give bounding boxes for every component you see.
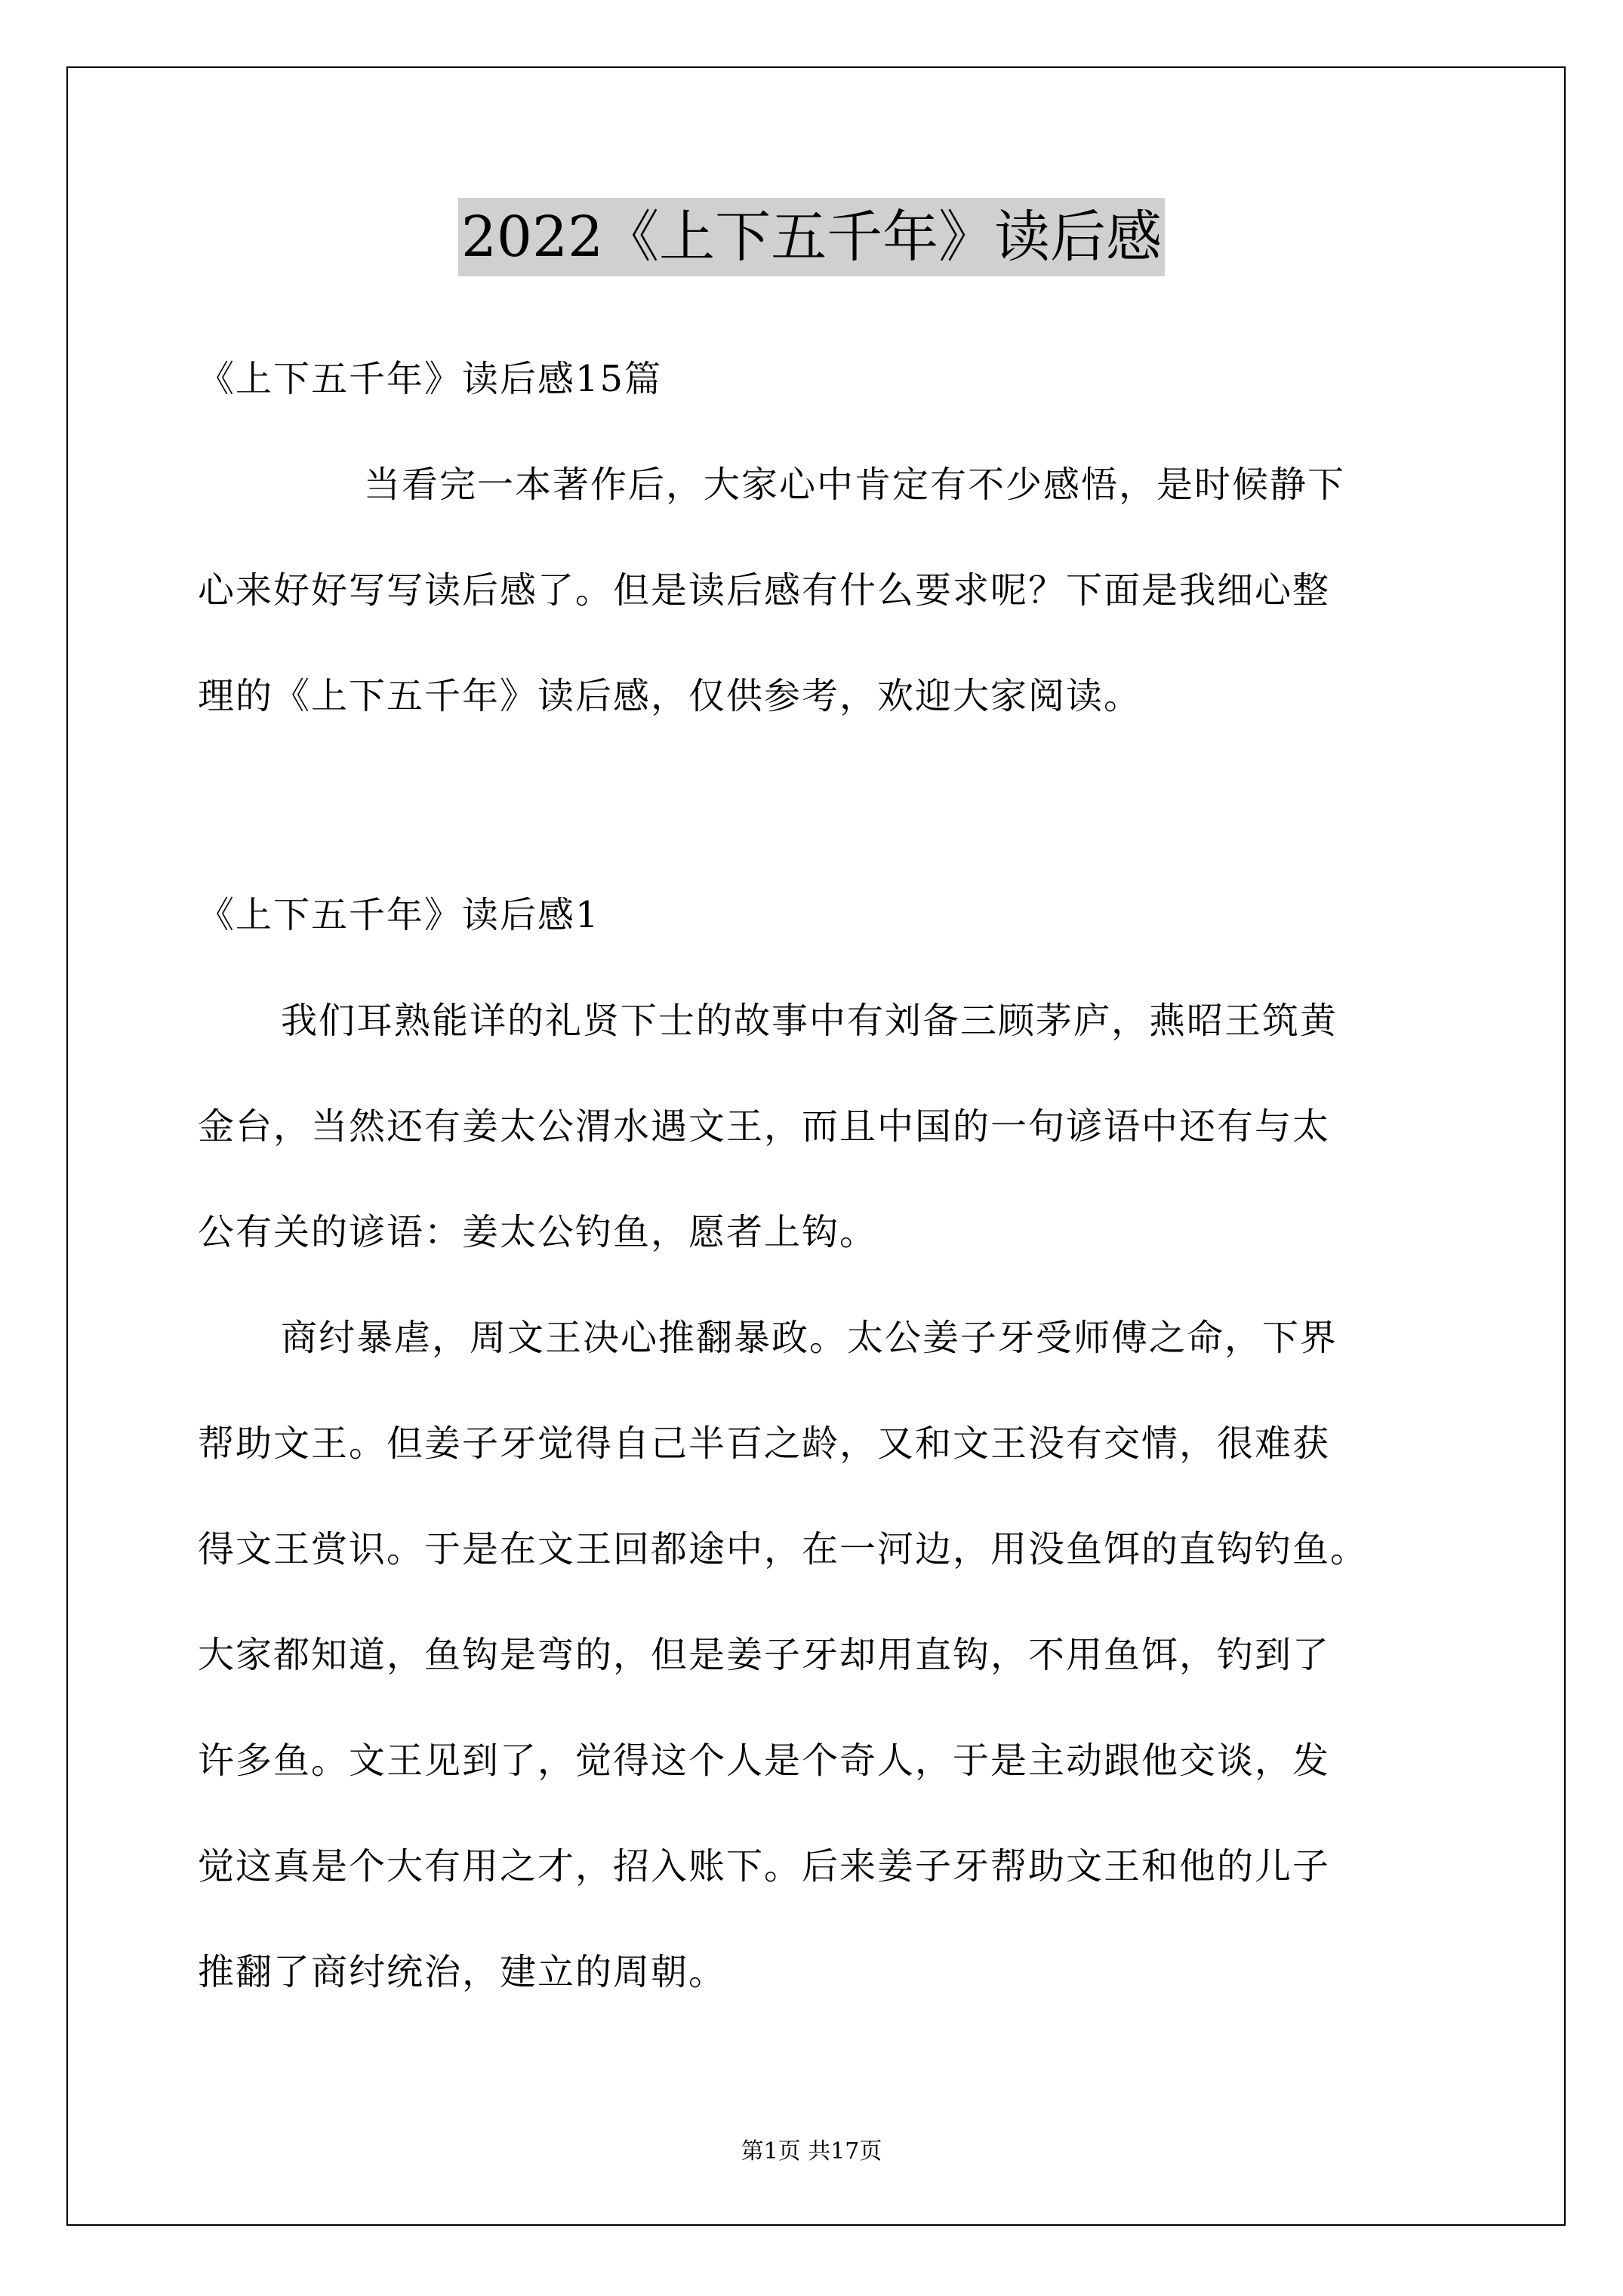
paragraph-line: 得文王赏识。于是在文王回都途中，在一河边，用没鱼饵的直钩钓鱼。	[198, 1528, 1369, 1570]
page-footer: 第1页 共17页	[741, 2138, 882, 2165]
paragraph-line: 大家都知道，鱼钩是弯的，但是姜子牙却用直钩，不用鱼饵，钓到了	[198, 1634, 1331, 1676]
intro-line: 当看完一本著作后，大家心中肯定有不少感悟，是时候静下	[364, 464, 1346, 506]
paragraph-line: 金台，当然还有姜太公渭水遇文王，而且中国的一句谚语中还有与太	[198, 1105, 1331, 1148]
section-heading: 《上下五千年》读后感1	[198, 894, 600, 936]
paragraph-line: 许多鱼。文王见到了，觉得这个人是个奇人，于是主动跟他交谈，发	[198, 1740, 1331, 1782]
paragraph-line: 公有关的谚语：姜太公钓鱼，愿者上钩。	[198, 1211, 878, 1253]
paragraph-line: 商纣暴虐，周文王决心推翻暴政。太公姜子牙受师傅之命，下界	[281, 1317, 1338, 1359]
title-container	[0, 198, 1623, 276]
document-title: 2022《上下五千年》读后感	[458, 198, 1165, 276]
intro-line: 心来好好写写读后感了。但是读后感有什么要求呢？下面是我细心整	[198, 569, 1331, 612]
paragraph-line: 推翻了商纣统治，建立的周朝。	[198, 1951, 727, 1993]
paragraph-line: 觉这真是个大有用之才，招入账下。后来姜子牙帮助文王和他的儿子	[198, 1845, 1331, 1888]
paragraph-line: 我们耳熟能详的礼贤下士的故事中有刘备三顾茅庐，燕昭王筑黄	[281, 1000, 1338, 1042]
paragraph-line: 帮助文王。但姜子牙觉得自己半百之龄，又和文王没有交情，很难获	[198, 1422, 1331, 1465]
subtitle: 《上下五千年》读后感15篇	[198, 358, 663, 400]
intro-line: 理的《上下五千年》读后感，仅供参考，欢迎大家阅读。	[198, 675, 1142, 717]
